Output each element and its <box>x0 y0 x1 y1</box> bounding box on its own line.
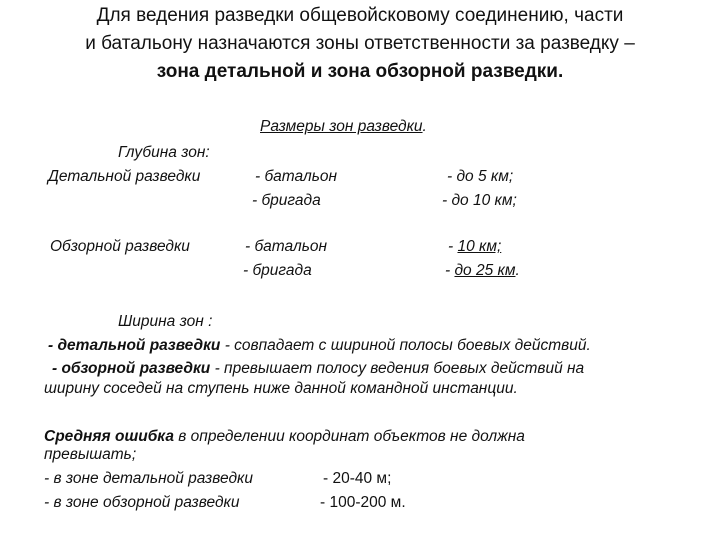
width-detailed-label: - детальной разведки <box>48 337 221 354</box>
error-detailed-label: - в зоне детальной разведки <box>44 470 253 487</box>
width-detailed-line <box>48 337 591 355</box>
depth-overview-battalion-value: - 10 км; <box>448 238 502 255</box>
depth-heading: Глубина зон: <box>118 144 210 161</box>
width-overview-text: - превышает полосу ведения боевых действий на <box>210 360 585 377</box>
error-line <box>44 428 525 446</box>
error-lead: Средняя ошибка <box>44 428 174 445</box>
depth-overview-brigade-value: - до 25 км. <box>445 262 520 279</box>
depth-overview-label: Обзорной разведки <box>50 238 190 255</box>
depth-overview-brigade: - бригада <box>243 262 312 279</box>
error-overview-value: - 100-200 м. <box>320 494 406 511</box>
title-line-3: зона детальной и зона обзорной разведки. <box>156 61 564 82</box>
depth-detailed-label: Детальной разведки <box>48 168 201 185</box>
width-overview-line <box>52 360 584 378</box>
sizes-heading: Размеры зон разведки. <box>260 118 427 135</box>
width-heading: Ширина зон : <box>118 313 213 330</box>
width-overview-label: - обзорной разведки <box>52 360 211 377</box>
title-line-2: и батальону назначаются зоны ответственности за разведку – <box>85 33 635 54</box>
depth-overview-battalion: - батальон <box>245 238 328 255</box>
error-line-2: превышать; <box>44 446 137 463</box>
depth-detailed-brigade: - бригада <box>252 192 321 209</box>
depth-detailed-brigade-value: - до 10 км; <box>442 192 517 209</box>
error-detailed-value: - 20-40 м; <box>323 470 392 487</box>
title-line-1: Для ведения разведки общевойсковому соединению, части <box>96 5 624 26</box>
width-overview-line-2: ширину соседей на ступень ниже данной командной инстанции. <box>44 380 518 397</box>
slide-title <box>0 2 720 86</box>
error-text: в определении координат объектов не должна <box>173 428 525 445</box>
depth-detailed-battalion: - батальон <box>255 168 338 185</box>
depth-detailed-battalion-value: - до 5 км; <box>447 168 514 185</box>
error-overview-label: - в зоне обзорной разведки <box>44 494 240 511</box>
width-detailed-text: - совпадает с шириной полосы боевых действий. <box>220 337 591 354</box>
